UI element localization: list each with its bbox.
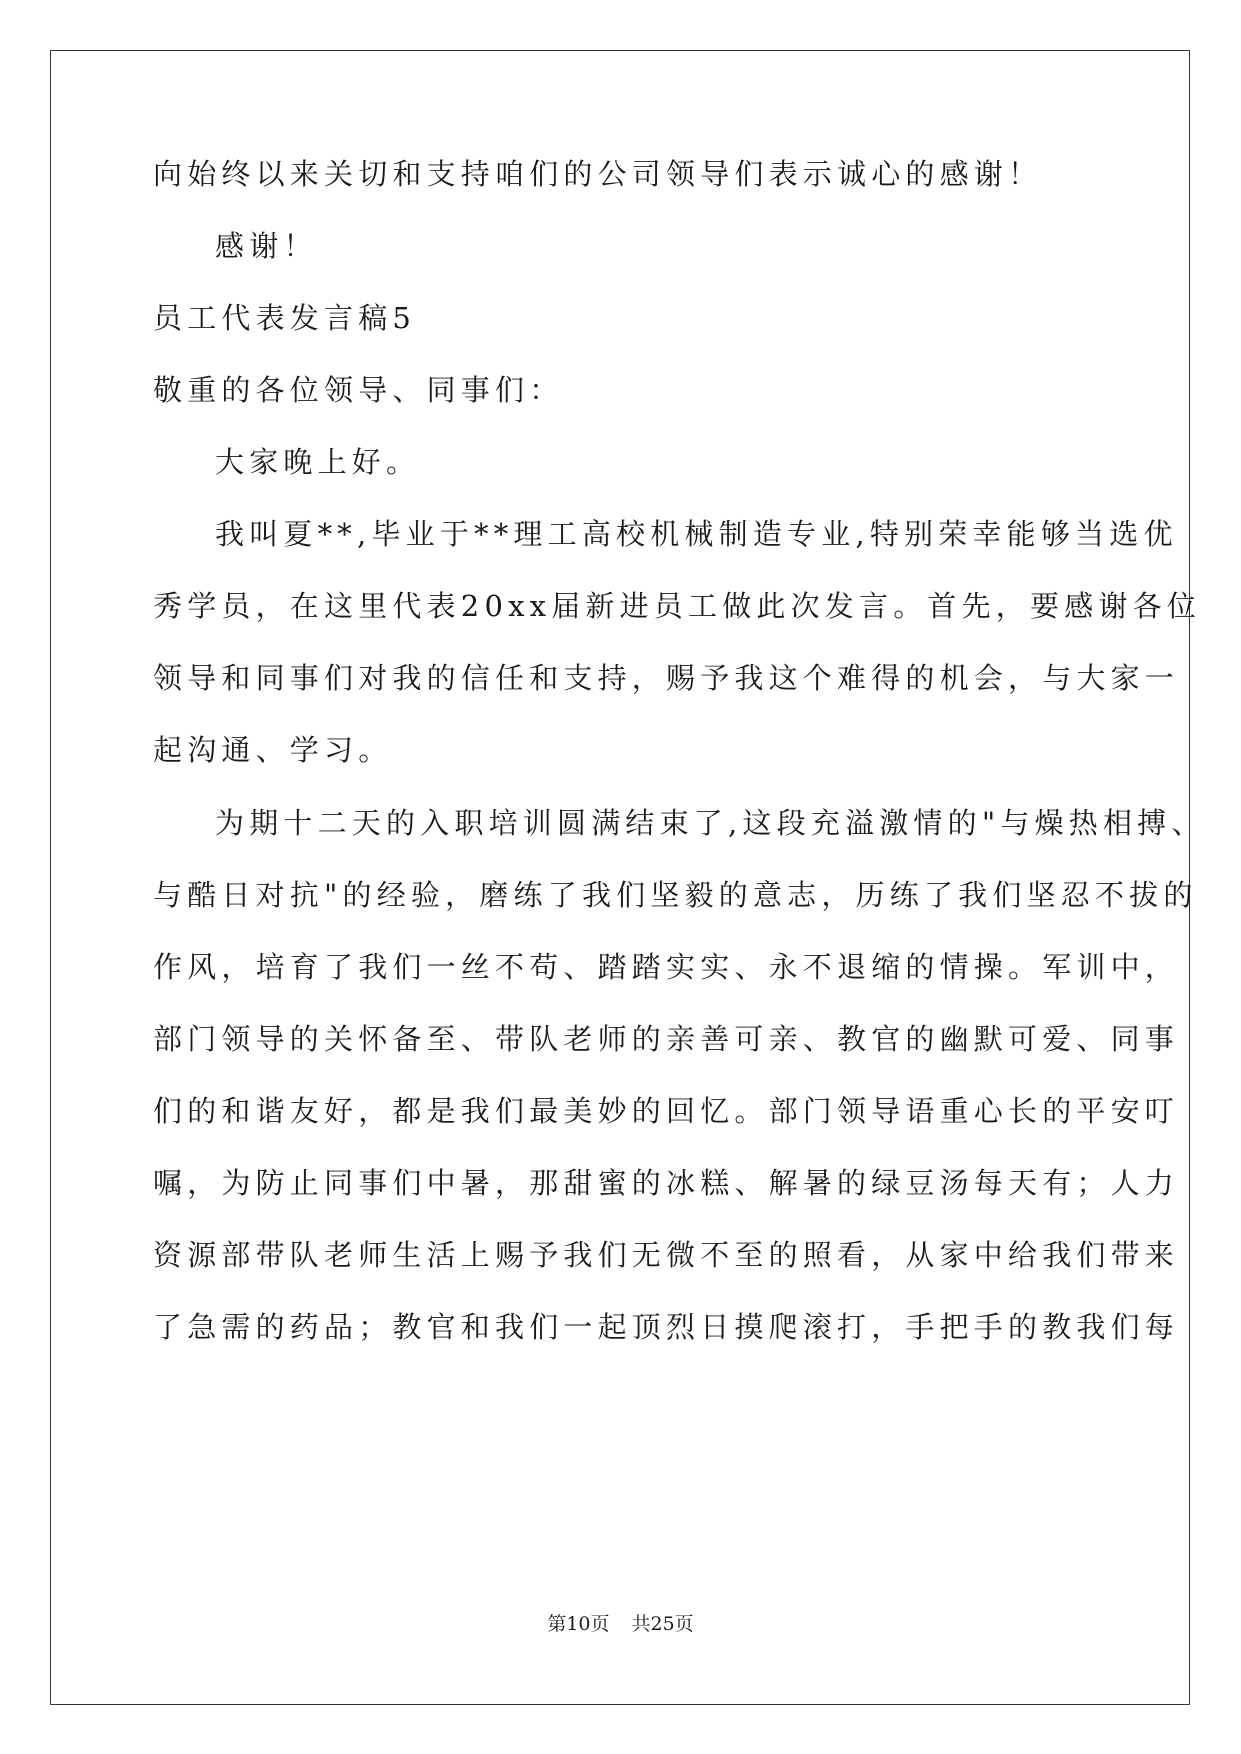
page-footer: [0, 1612, 1241, 1636]
text-line: 我叫夏**,毕业于**理工高校机械制造专业,特别荣幸能够当选优: [215, 517, 1178, 551]
text-line: 与酷日对抗"的经验，磨练了我们坚毅的意志，历练了我们坚忍不拔的: [153, 878, 1198, 912]
text-line: 部门领导的关怀备至、带队老师的亲善可亲、教官的幽默可爱、同事: [153, 1022, 1180, 1056]
page-total: 共25页: [631, 1613, 694, 1635]
page-number: 第10页: [547, 1613, 610, 1635]
text-line: 作风，培育了我们一丝不苟、踏踏实实、永不退缩的情操。军训中，: [153, 950, 1180, 984]
text-line: 资源部带队老师生活上赐予我们无微不至的照看，从家中给我们带来: [153, 1238, 1180, 1272]
text-line: 为期十二天的入职培训圆满结束了,这段充溢激情的"与燥热相搏、: [215, 806, 1206, 840]
salutation: 敬重的各位领导、同事们：: [153, 373, 564, 407]
text-line: 秀学员，在这里代表20xx届新进员工做此次发言。首先，要感谢各位: [153, 589, 1202, 623]
text-line: 领导和同事们对我的信任和支持，赐予我这个难得的机会，与大家一: [153, 661, 1180, 695]
text-line: 感谢！: [215, 229, 318, 263]
text-line: 起沟通、学习。: [153, 733, 393, 767]
text-line: 了急需的药品；教官和我们一起顶烈日摸爬滚打，手把手的教我们每: [153, 1310, 1180, 1344]
text-line: 嘱，为防止同事们中暑，那甜蜜的冰糕、解暑的绿豆汤每天有；人力: [153, 1166, 1180, 1200]
text-line: 大家晚上好。: [215, 445, 421, 479]
text-line: 们的和谐友好，都是我们最美妙的回忆。部门领导语重心长的平安叮: [153, 1094, 1180, 1128]
text-line: 向始终以来关切和支持咱们的公司领导们表示诚心的感谢！: [153, 157, 1043, 191]
section-heading: 员工代表发言稿5: [153, 301, 417, 335]
